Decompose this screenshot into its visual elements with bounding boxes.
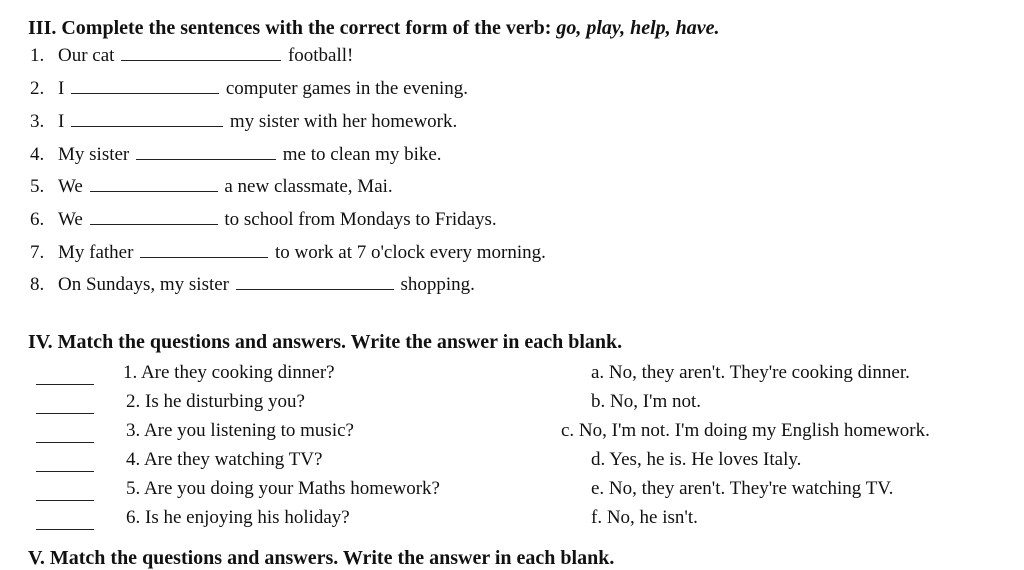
answer-a: a. No, they aren't. They're cooking dinner. [591,362,910,383]
answer-blank[interactable] [71,79,219,94]
match-blank-3[interactable] [36,428,94,448]
match-blank-2[interactable] [36,399,94,419]
question-3: 3. Are you listening to music? [126,420,354,441]
answer-blank[interactable] [121,46,281,61]
match-blank-5[interactable] [36,486,94,506]
match-blank-1[interactable] [36,370,94,390]
answer-blank[interactable] [140,243,268,258]
question-5: 5. Are you doing your Maths homework? [126,478,440,499]
answer-blank[interactable] [71,112,223,127]
answer-c: c. No, I'm not. I'm doing my English homework. [561,420,930,441]
question-4: 4. Are they watching TV? [126,449,323,470]
exercise-3-item-7: 7. My father to work at 7 o'clock every morning. [30,242,546,263]
exercise-3-item-3: 3. I my sister with her homework. [30,111,458,132]
answer-blank[interactable] [136,145,276,160]
answer-b: b. No, I'm not. [591,391,702,412]
answer-blank[interactable] [90,210,218,225]
exercise-3-item-5: 5. We a new classmate, Mai. [30,176,393,197]
question-1: 1. Are they cooking dinner? [123,362,335,383]
section-3-verbs: go, play, help, have. [556,17,720,39]
answer-d: d. Yes, he is. He loves Italy. [591,449,802,470]
section-3-title: III. Complete the sentences with the correct form of the verb: [28,17,557,39]
match-blank-6[interactable] [36,515,94,535]
exercise-3-item-8: 8. On Sundays, my sister shopping. [30,274,475,295]
exercise-3-item-2: 2. I computer games in the evening. [30,78,469,99]
exercise-3-item-4: 4. My sister me to clean my bike. [30,144,442,165]
question-6: 6. Is he enjoying his holiday? [126,507,350,528]
answer-f: f. No, he isn't. [591,507,698,528]
match-blank-4[interactable] [36,457,94,477]
answer-blank[interactable] [90,177,218,192]
answer-blank[interactable] [236,275,394,290]
section-3-heading [28,17,720,40]
exercise-3-item-6: 6. We to school from Mondays to Fridays. [30,209,497,230]
question-2: 2. Is he disturbing you? [126,391,305,412]
section-5-title: V. Match the questions and answers. Write the answer in each blank. [28,547,615,569]
section-4-title: IV. Match the questions and answers. Write the answer in each blank. [28,331,623,353]
exercise-3-item-1: 1. Our cat football! [30,45,354,66]
answer-e: e. No, they aren't. They're watching TV. [591,478,894,499]
